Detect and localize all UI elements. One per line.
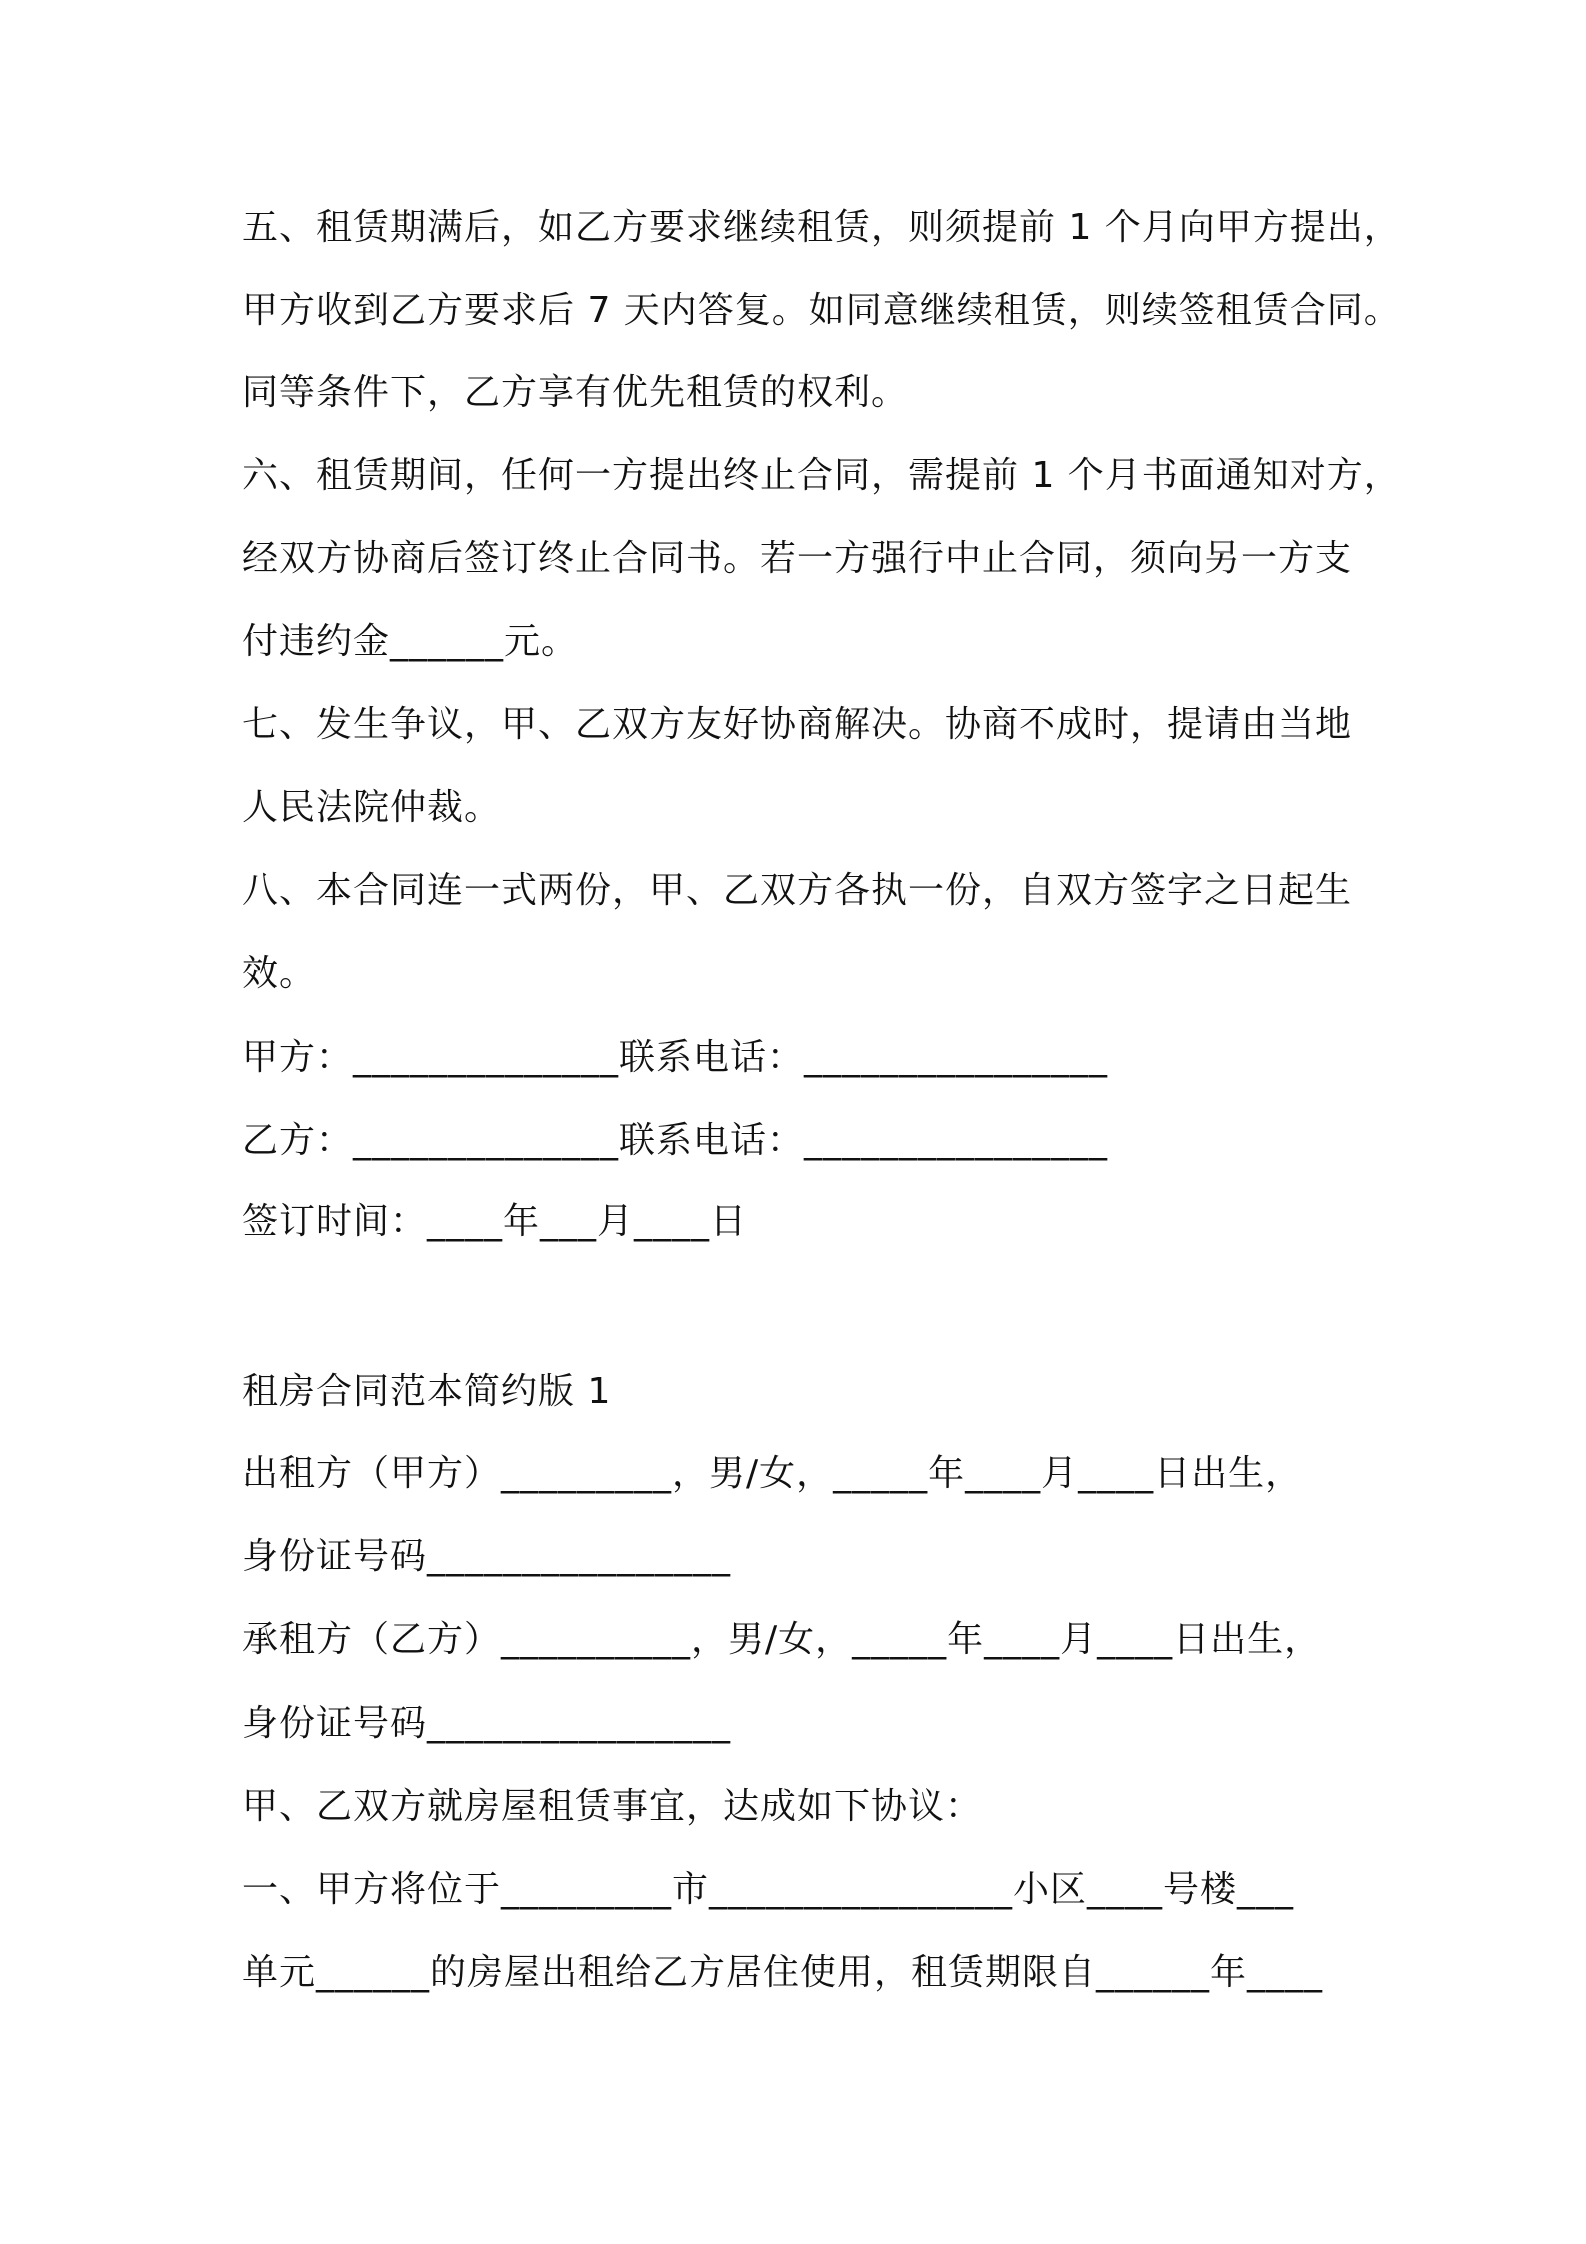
- clause-5-line-2: 甲方收到乙方要求后 7 天内答复。如同意继续租赁，则续签租赁合同。: [242, 290, 1401, 331]
- lessee-info-line: 承租方（乙方）__________，男/女，_____年____月____日出生，: [242, 1619, 1322, 1660]
- lessor-id-line: 身份证号码________________: [242, 1536, 732, 1577]
- signing-date-line: 签订时间：____年___月____日: [242, 1201, 748, 1242]
- agreement-intro-line: 甲、乙双方就房屋租赁事宜，达成如下协议：: [242, 1786, 983, 1827]
- clause-6-line-1: 六、租赁期间，任何一方提出终止合同，需提前 1 个月书面通知对方，: [242, 455, 1401, 496]
- party-a-signature-line: 甲方：______________联系电话：________________: [242, 1037, 1109, 1078]
- clause-1-line-1: 一、甲方将位于_________市________________小区____号楼___: [242, 1869, 1295, 1910]
- clause-8-line-1: 八、本合同连一式两份，甲、乙双方各执一份，自双方签字之日起生: [242, 870, 1353, 911]
- clause-1-line-2: 单元______的房屋出租给乙方居住使用，租赁期限自______年____: [242, 1952, 1324, 1993]
- clause-7-line-1: 七、发生争议，甲、乙双方友好协商解决。协商不成时，提请由当地: [242, 704, 1353, 745]
- lessor-info-line: 出租方（甲方）_________，男/女，_____年____月____日出生，: [242, 1453, 1303, 1494]
- clause-5-line-3: 同等条件下，乙方享有优先租赁的权利。: [242, 372, 909, 413]
- party-b-signature-line: 乙方：______________联系电话：________________: [242, 1120, 1109, 1161]
- clause-7-line-2: 人民法院仲裁。: [242, 787, 502, 828]
- clause-6-line-3: 付违约金______元。: [242, 621, 579, 662]
- clause-8-line-2: 效。: [242, 953, 317, 994]
- lessee-id-line: 身份证号码________________: [242, 1703, 732, 1744]
- clause-5-line-1: 五、租赁期满后，如乙方要求继续租赁，则须提前 1 个月向甲方提出，: [242, 207, 1401, 248]
- clause-6-line-2: 经双方协商后签订终止合同书。若一方强行中止合同，须向另一方支: [242, 538, 1353, 579]
- contract-title: 租房合同范本简约版 1: [242, 1371, 612, 1412]
